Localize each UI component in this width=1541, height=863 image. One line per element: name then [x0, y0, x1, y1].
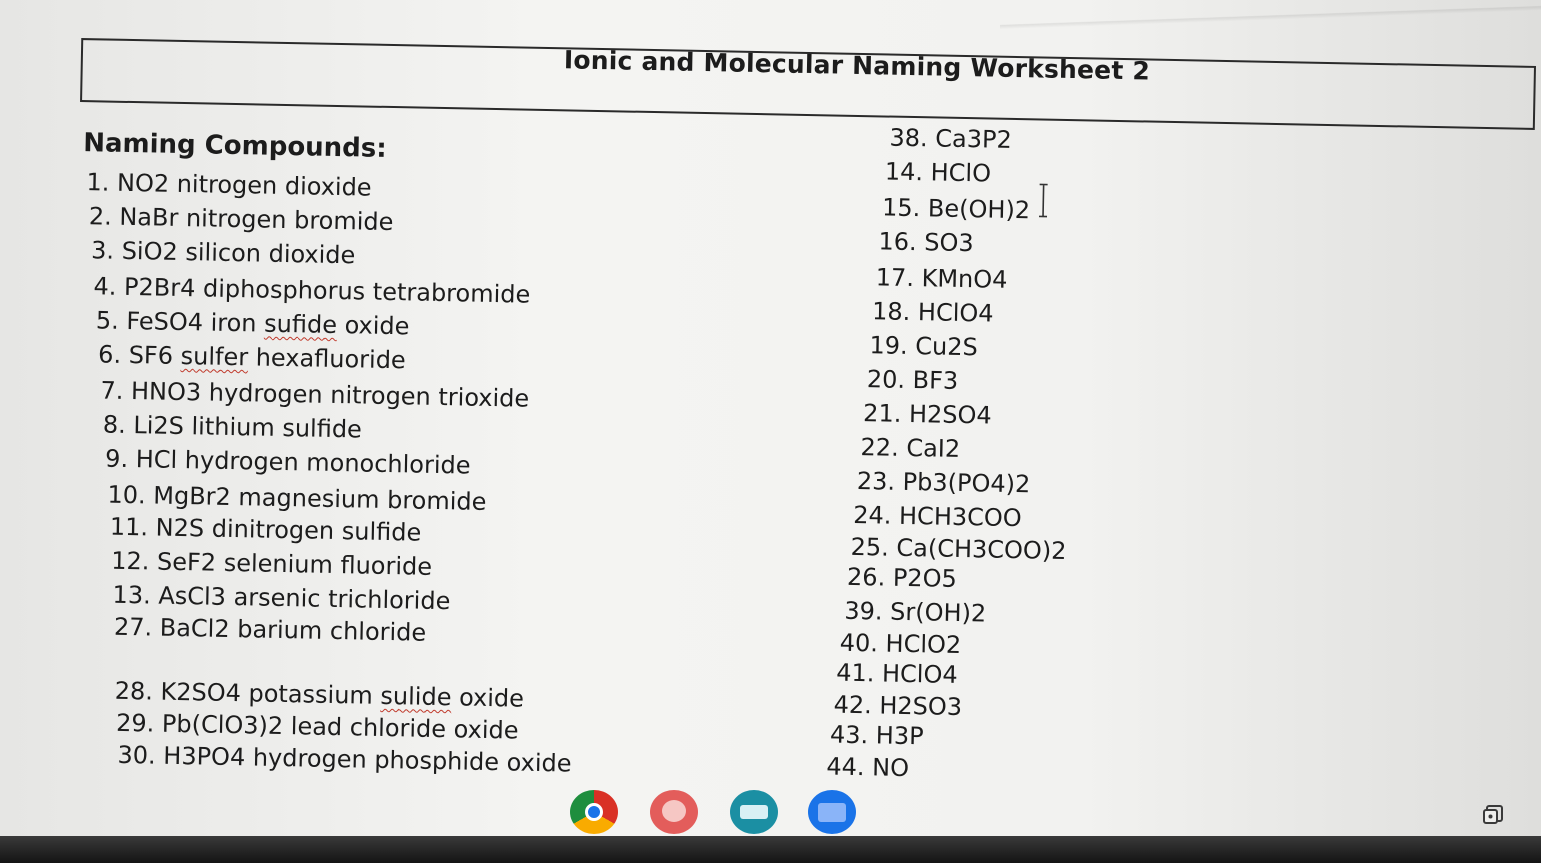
right-item: 23. Pb3(PO4)2: [856, 467, 1031, 499]
right-item: 19. Cu2S: [869, 331, 979, 362]
left-item: [112, 581, 450, 615]
item-text: hexafluoride: [247, 343, 406, 375]
item-text: 10. MgBr2 magnesium bromide: [107, 480, 487, 516]
item-text: 1. NO2 nitrogen dioxide: [86, 168, 372, 202]
right-item: 22. CaI2: [860, 433, 961, 463]
left-item: [100, 376, 529, 412]
worksheet-document[interactable]: [65, 0, 1541, 818]
right-item: 39. Sr(OH)2: [844, 596, 987, 628]
right-item: 43. H3P: [829, 720, 924, 751]
right-item: 21. H2SO4: [862, 399, 992, 430]
item-text: 29. Pb(ClO3)2 lead chloride oxide: [115, 708, 519, 745]
right-item: 16. SO3: [878, 227, 974, 258]
left-item: [98, 340, 406, 374]
left-item: [114, 677, 524, 713]
right-item: 38. Ca3P2: [889, 123, 1013, 154]
monitor-bezel: [0, 836, 1541, 863]
right-item: 15. Be(OH)2: [881, 193, 1031, 225]
item-text: 4. P2Br4 diphosphorus tetrabromide: [93, 272, 531, 309]
right-item: 24. HCH3COO: [852, 500, 1022, 533]
worksheet-title: Ionic and Molecular Naming Worksheet 2: [563, 45, 1151, 86]
right-item: 20. BF3: [866, 365, 959, 395]
left-item: [117, 741, 572, 778]
right-item: 26. P2O5: [846, 562, 958, 593]
right-item: 40. HClO2: [839, 628, 962, 660]
item-text: 8. Li2S lithium sulfide: [102, 410, 363, 444]
files-icon[interactable]: [808, 790, 856, 834]
item-text: 12. SeF2 selenium fluoride: [110, 546, 433, 581]
item-text: 3. SiO2 silicon dioxide: [90, 236, 356, 270]
left-item: [89, 202, 394, 236]
item-text: oxide: [336, 310, 410, 341]
left-item: [93, 272, 530, 308]
item-text: 13. AsCl3 arsenic trichloride: [112, 580, 451, 616]
password-manager-icon[interactable]: [730, 790, 778, 834]
misspelled-word[interactable]: sufide: [263, 309, 338, 339]
text-cursor-icon: [1038, 183, 1049, 217]
right-item: 14. HClO: [884, 157, 992, 188]
left-item: [91, 236, 356, 269]
left-item: [111, 547, 432, 581]
left-item: [103, 411, 363, 444]
left-item: [107, 481, 486, 516]
item-text: 6. SF6: [97, 340, 181, 370]
right-item: 44. NO: [826, 752, 910, 783]
item-text: 28. K2SO4 potassium: [114, 676, 381, 710]
left-item: [86, 168, 372, 201]
right-item: 17. KMnO4: [875, 263, 1008, 294]
misspelled-word[interactable]: sulfer: [180, 342, 249, 372]
chrome-icon[interactable]: [570, 790, 618, 834]
left-item: [105, 445, 471, 480]
right-item: 25. Ca(CH3COO)2: [850, 532, 1067, 566]
left-item: [114, 613, 427, 647]
right-item: 41. HClO4: [835, 658, 958, 689]
left-item: [110, 513, 422, 547]
item-text: 11. N2S dinitrogen sulfide: [109, 512, 422, 547]
misspelled-word[interactable]: sulide: [380, 681, 452, 712]
paint-icon[interactable]: [650, 790, 698, 834]
item-text: 27. BaCl2 barium chloride: [113, 612, 427, 647]
left-item: [116, 709, 519, 745]
item-text: 5. FeSO4 iron: [95, 306, 265, 338]
right-item: 42. H2SO3: [833, 690, 963, 722]
clipboard-icon[interactable]: [1482, 804, 1504, 826]
item-text: 9. HCl hydrogen monochloride: [104, 444, 471, 480]
item-text: 30. H3PO4 hydrogen phosphide oxide: [117, 740, 572, 778]
right-item: 18. HClO4: [871, 297, 994, 328]
item-text: 7. HNO3 hydrogen nitrogen trioxide: [100, 376, 530, 413]
left-item: [96, 306, 410, 340]
item-text: 2. NaBr nitrogen bromide: [88, 202, 394, 237]
section-heading: Naming Compounds:: [82, 128, 387, 164]
item-text: oxide: [451, 683, 525, 713]
